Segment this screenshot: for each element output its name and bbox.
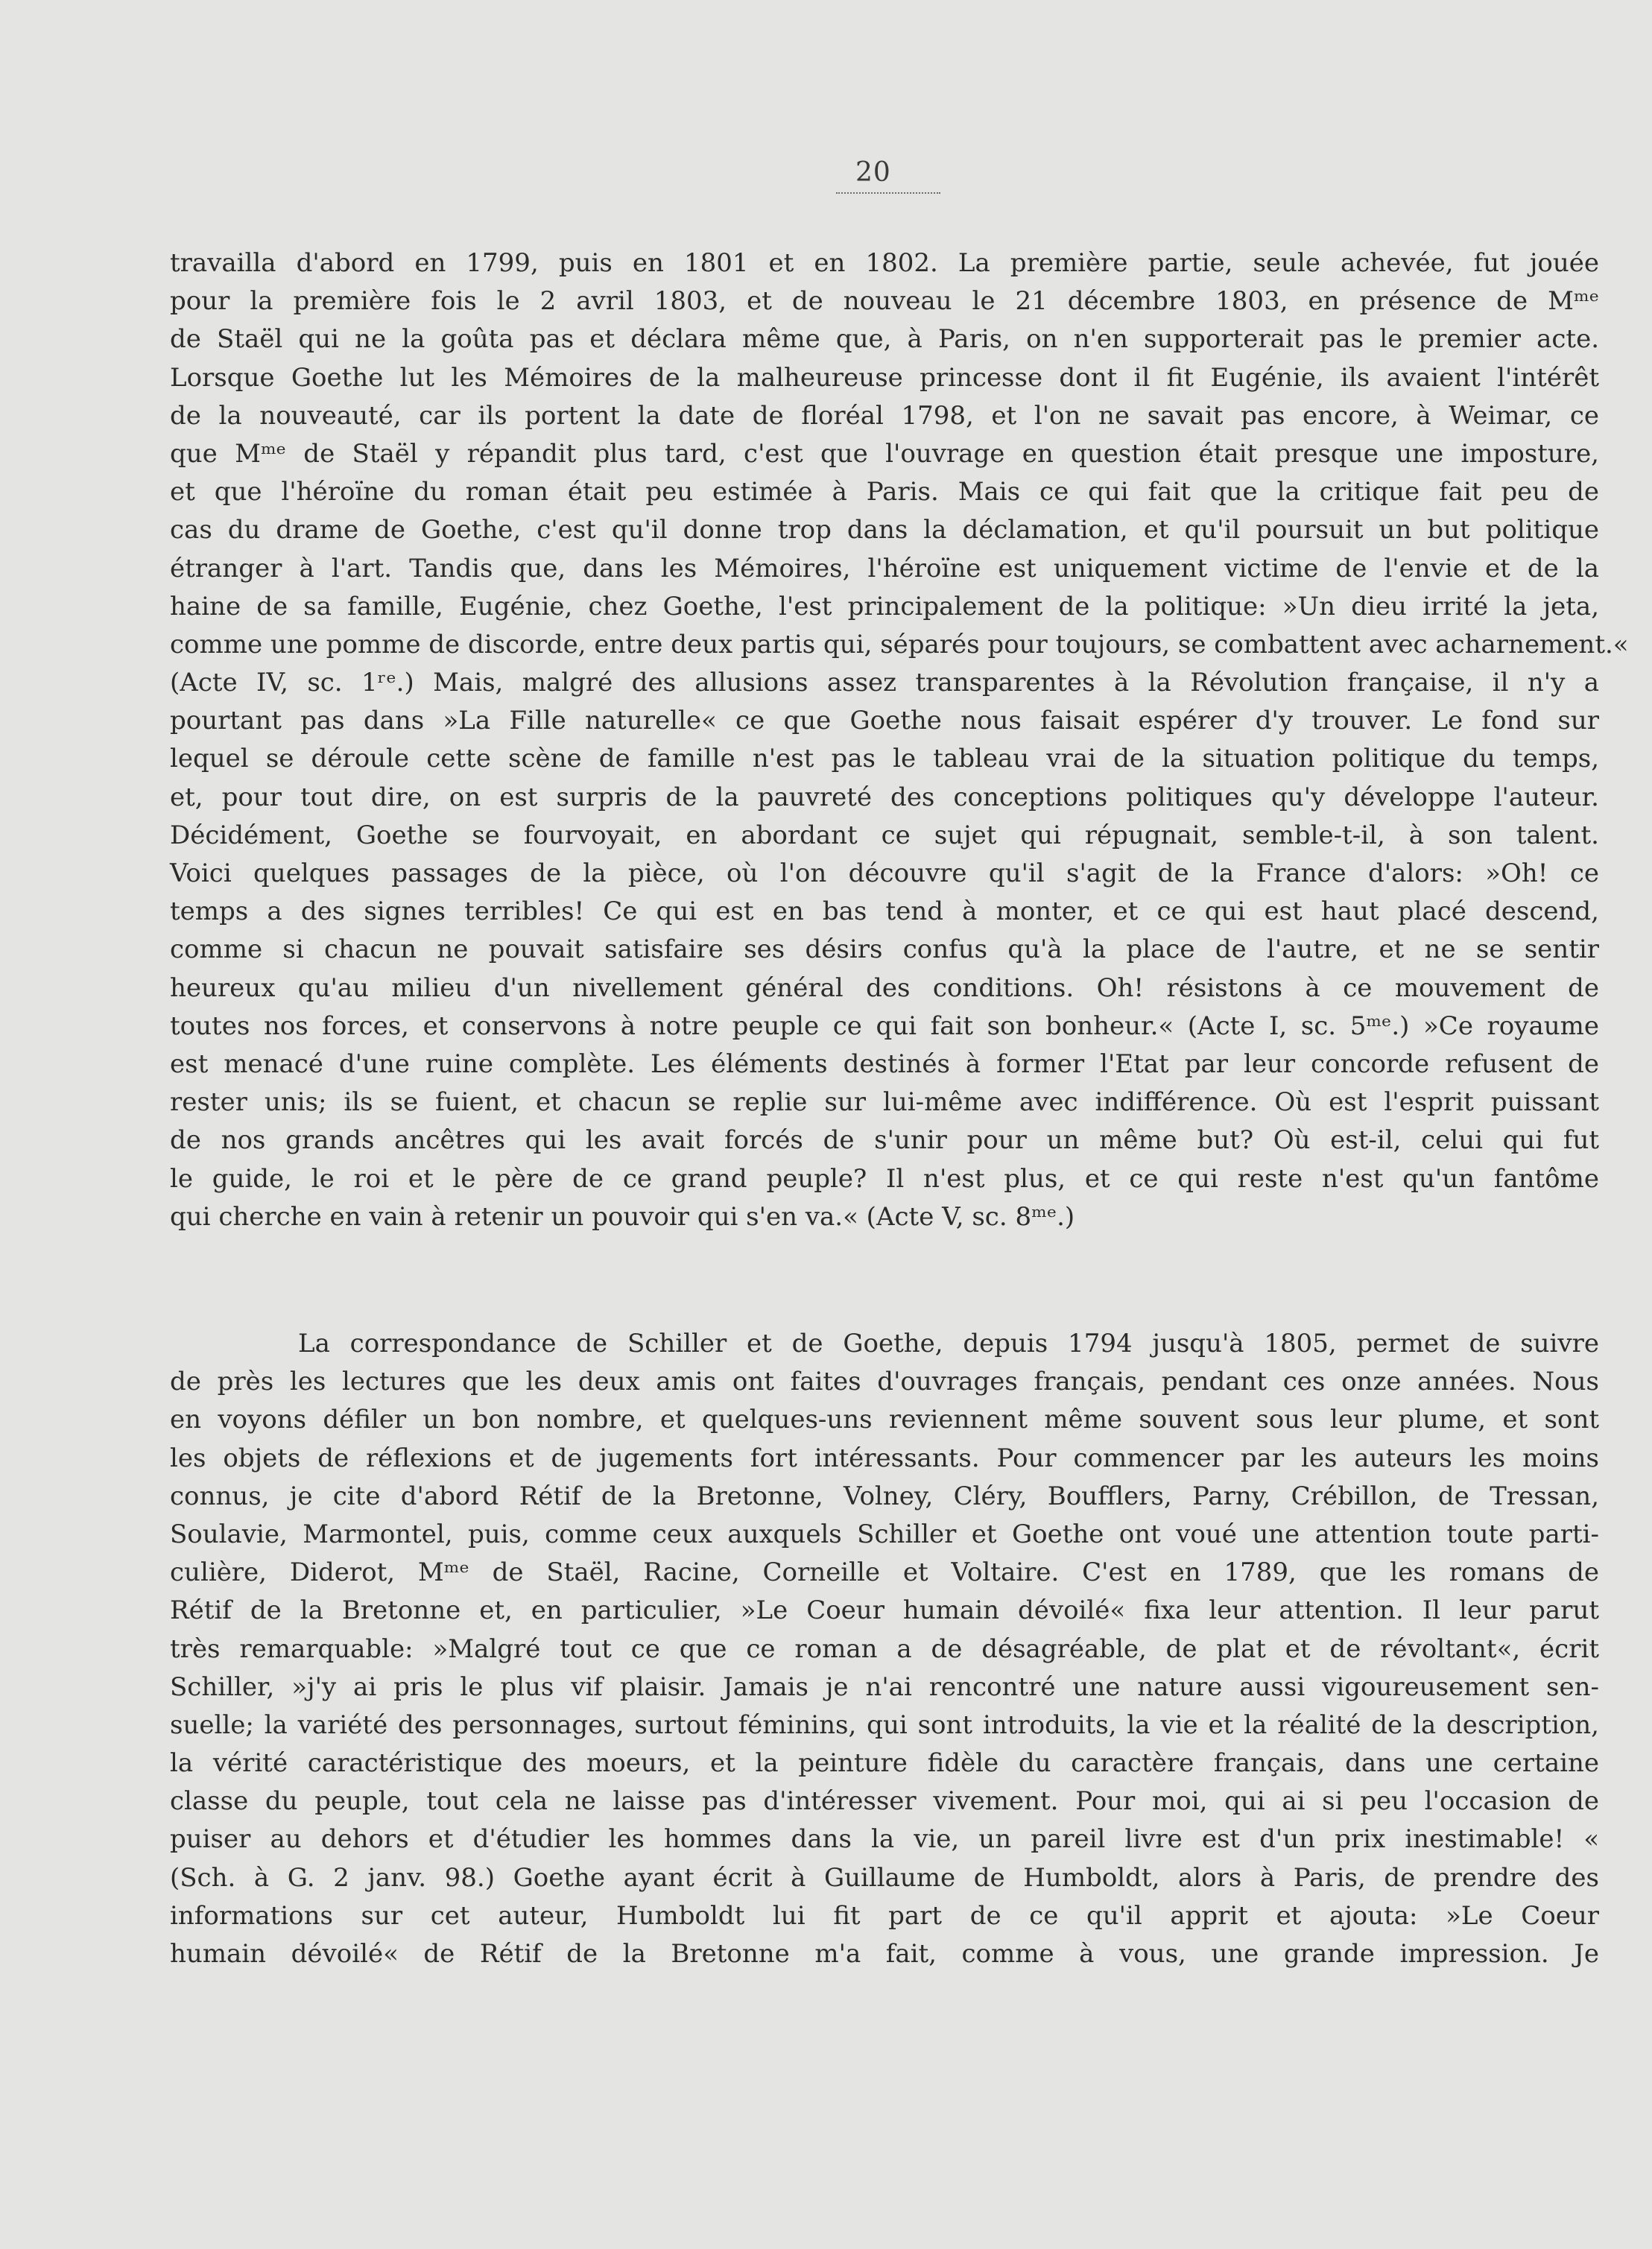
text-line: suelle; la variété des personnages, surtout féminins, qui sont introduits, la vie et la réalité de la description, [170, 1709, 1599, 1740]
text-line: classe du peuple, tout cela ne laisse pas d'intéresser vivement. Pour moi, qui ai si peu l'occasion de [170, 1786, 1599, 1817]
text-line: les objets de réflexions et de jugements fort intéressants. Pour commencer par les auteurs les moins [170, 1443, 1599, 1473]
text-line: connus, je cite d'abord Rétif de la Bretonne, Volney, Cléry, Boufflers, Parny, Crébillon, de Tressan, [170, 1481, 1599, 1511]
text-line: et, pour tout dire, on est surpris de la pauvreté des conceptions politiques qu'y développe l'auteur. [170, 782, 1599, 812]
page-number: 20 [855, 157, 891, 188]
text-line: que Mᵐᵉ de Staël y répandit plus tard, c'est que l'ouvrage en question était presque une imposture, [170, 438, 1599, 469]
text-line: temps a des signes terribles! Ce qui est en bas tend à monter, et ce qui est haut placé descend, [170, 896, 1599, 927]
text-line: Rétif de la Bretonne et, en particulier, »Le Coeur humain dévoilé« fixa leur attention. Il leur parut [170, 1595, 1599, 1626]
page-number-rule [836, 192, 940, 194]
text-line: est menacé d'une ruine complète. Les éléments destinés à former l'Etat par leur concorde refusent de [170, 1048, 1599, 1079]
text-line: toutes nos forces, et conservons à notre peuple ce qui fait son bonheur.« (Acte I, sc. 5ᵐᵉ.) »Ce royaume [170, 1010, 1599, 1041]
text-line: Schiller, »j'y ai pris le plus vif plaisir. Jamais je n'ai rencontré une nature aussi vigoureusement sen- [170, 1671, 1599, 1702]
text-line: pourtant pas dans »La Fille naturelle« ce que Goethe nous faisait espérer d'y trouver. Le fond sur [170, 706, 1599, 736]
text-line: comme une pomme de discorde, entre deux partis qui, séparés pour toujours, se combattent avec acharnement.« [170, 629, 1629, 659]
text-line: de nos grands ancêtres qui les avait forcés de s'unir pour un même but? Où est-il, celui qui fut [170, 1125, 1599, 1156]
text-line: (Acte IV, sc. 1ʳᵉ.) Mais, malgré des allusions assez transparentes à la Révolution française, il n'y a [170, 668, 1599, 698]
text-line: comme si chacun ne pouvait satisfaire ses désirs confus qu'à la place de l'autre, et ne se sentir [170, 934, 1599, 965]
text-line: humain dévoilé« de Rétif de la Bretonne m'a fait, comme à vous, une grande impression. Je [170, 1939, 1599, 1969]
text-line: Lorsque Goethe lut les Mémoires de la malheureuse princesse dont il fit Eugénie, ils avaient l'intérêt [170, 362, 1599, 393]
text-line: Décidément, Goethe se fourvoyait, en abordant ce sujet qui répugnait, semble-t-il, à son talent. [170, 820, 1599, 850]
text-line: lequel se déroule cette scène de famille n'est pas le tableau vrai de la situation politique du temps, [170, 744, 1599, 774]
text-line: heureux qu'au milieu d'un nivellement général des conditions. Oh! résistons à ce mouvement de [170, 972, 1599, 1003]
text-line: de Staël qui ne la goûta pas et déclara même que, à Paris, on n'en supporterait pas le premier acte. [170, 324, 1599, 355]
text-line: de la nouveauté, car ils portent la date de floréal 1798, et l'on ne savait pas encore, à Weimar, ce [170, 400, 1599, 431]
text-line: le guide, le roi et le père de ce grand peuple? Il n'est plus, et ce qui reste n'est qu'un fantôme [170, 1163, 1599, 1194]
text-line: haine de sa famille, Eugénie, chez Goethe, l'est principalement de la politique: »Un dieu irrité la jeta, [170, 591, 1599, 621]
text-line: puiser au dehors et d'étudier les hommes dans la vie, un pareil livre est d'un prix inestimable! « [170, 1824, 1599, 1855]
paragraph-1 [170, 244, 1629, 1236]
text-line: pour la première fois le 2 avril 1803, et de nouveau le 21 décembre 1803, en présence de Mᵐᵉ [170, 286, 1599, 317]
text-line: de près les lectures que les deux amis ont faites d'ouvrages français, pendant ces onze années. Nous [170, 1367, 1599, 1397]
text-line: qui cherche en vain à retenir un pouvoir qui s'en va.« (Acte V, sc. 8ᵐᵉ.) [170, 1201, 1075, 1232]
text-line: rester unis; ils se fuient, et chacun se replie sur lui-même avec indifférence. Où est l'esprit puissant [170, 1087, 1599, 1118]
text-line: Voici quelques passages de la pièce, où l'on découvre qu'il s'agit de la France d'alors: »Oh! ce [170, 858, 1599, 888]
text-line: en voyons défiler un bon nombre, et quelques-uns reviennent même souvent sous leur plume, et sont [170, 1405, 1599, 1435]
text-line: La correspondance de Schiller et de Goethe, depuis 1794 jusqu'à 1805, permet de suivre [298, 1329, 1599, 1358]
text-line: très remarquable: »Malgré tout ce que ce roman a de désagréable, de plat et de révoltant«, écrit [170, 1633, 1599, 1664]
text-line: la vérité caractéristique des moeurs, et la peinture fidèle du caractère français, dans une certaine [170, 1748, 1599, 1779]
paragraph-2 [170, 1325, 1599, 1973]
text-line: (Sch. à G. 2 janv. 98.) Goethe ayant écrit à Guillaume de Humboldt, alors à Paris, de prendre des [170, 1862, 1599, 1893]
text-line: informations sur cet auteur, Humboldt lui fit part de ce qu'il apprit et ajouta: »Le Coeur [170, 1900, 1599, 1931]
text-line: étranger à l'art. Tandis que, dans les Mémoires, l'héroïne est uniquement victime de l'envie et de la [170, 553, 1599, 583]
text-line: travailla d'abord en 1799, puis en 1801 et en 1802. La première partie, seule achevée, fut jouée [170, 248, 1599, 278]
text-line: et que l'héroïne du roman était peu estimée à Paris. Mais ce qui fait que la critique fait peu de [170, 477, 1599, 507]
text-line: Soulavie, Marmontel, puis, comme ceux auxquels Schiller et Goethe ont voué une attention toute parti- [170, 1519, 1599, 1549]
text-line: culière, Diderot, Mᵐᵉ de Staël, Racine, Corneille et Voltaire. C'est en 1789, que les romans de [170, 1557, 1599, 1588]
text-line: cas du drame de Goethe, c'est qu'il donne trop dans la déclamation, et qu'il poursuit un but politique [170, 515, 1599, 545]
